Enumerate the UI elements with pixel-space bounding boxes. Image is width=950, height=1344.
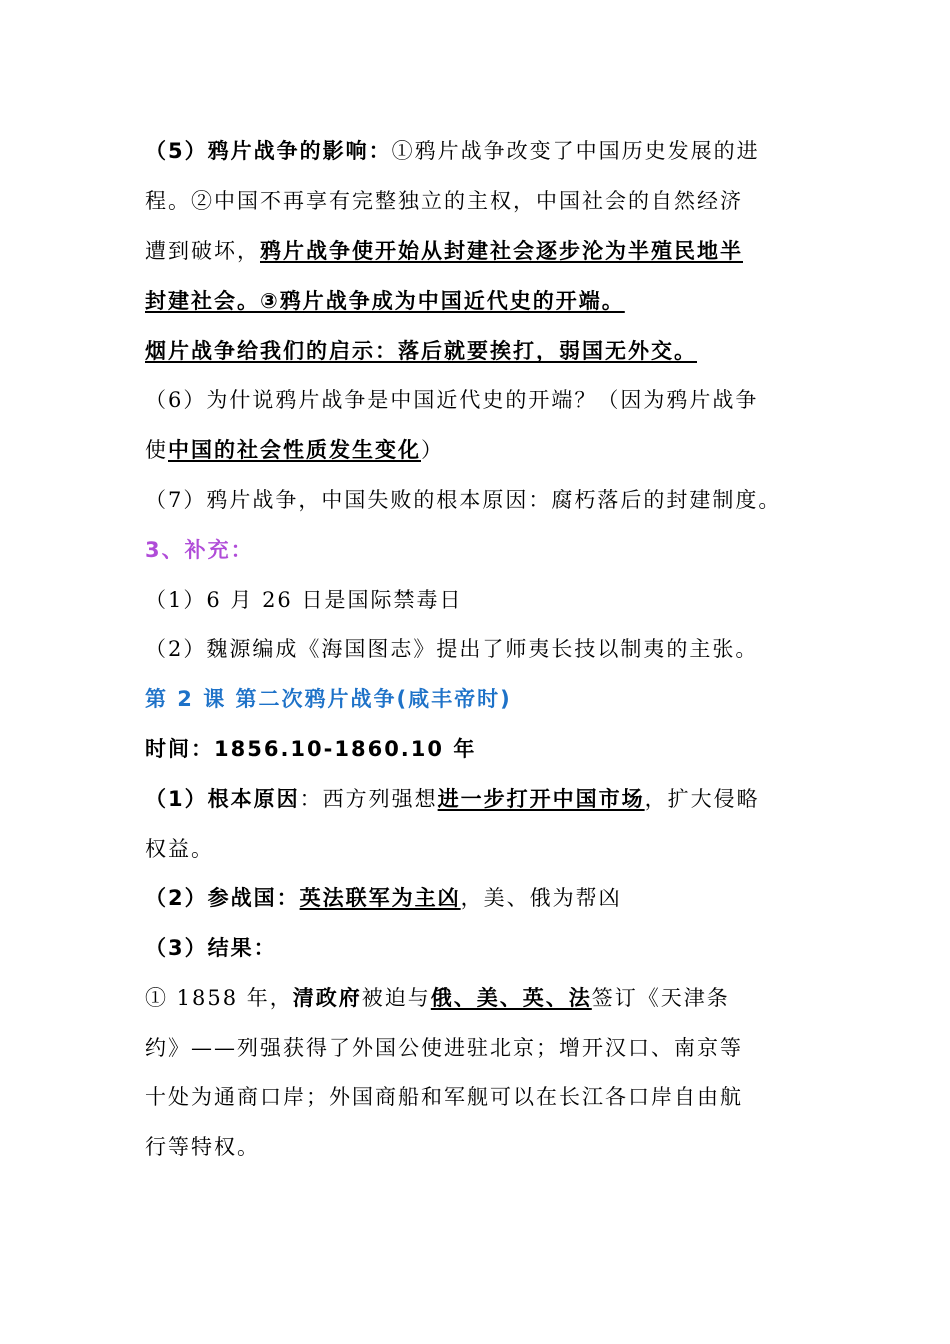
emphasis-line: 烟片战争给我们的启示：落后就要挨打，弱国无外交。 [145,339,697,363]
paragraph-line: 行等特权。 [145,1135,260,1159]
emphasis-text: 进一步打开中国市场 [437,787,645,811]
paragraph-line: 十处为通商口岸；外国商船和军舰可以在长江各口岸自由航 [145,1085,743,1109]
text-run: 遭到破坏， [145,239,260,263]
paragraph-line [145,983,730,1013]
paragraph-line: （1）6 月 26 日是国际禁毒日 [145,588,463,612]
paragraph-line [145,136,760,166]
emphasis-line: 封建社会。③鸦片战争成为中国近代史的开端。 [145,289,625,313]
text-run: ① 1858 年， [145,986,293,1010]
emphasis-text: 俄、美、英、法 [430,986,592,1010]
paragraph-line: 约》——列强获得了外国公使进驻北京；增开汉口、南京等 [145,1036,743,1060]
emphasis-text: 鸦片战争使开始从封建社会逐步沦为半殖民地半 [260,239,743,263]
text-run: ，扩大侵略 [644,787,760,811]
paragraph-line [145,236,743,266]
emphasis-text: 中国的社会性质发生变化 [168,438,421,462]
text-run: 被迫与 [361,986,431,1010]
text-run: ） [421,438,444,462]
section-heading: 3、补充： [145,538,254,562]
heading-label: （5）鸦片战争的影响： [145,139,392,163]
text-run: ①鸦片战争改变了中国历史发展的进 [391,139,760,163]
text-run: ，美、俄为帮凶 [460,886,622,910]
paragraph-line [145,435,444,465]
heading-label: （3）结果： [145,936,277,960]
paragraph-line: 程。②中国不再享有完整独立的主权，中国社会的自然经济 [145,189,743,213]
lesson-heading: 第 2 课 第二次鸦片战争(咸丰帝时) [145,687,512,711]
paragraph-line [145,784,760,814]
heading-label: （1）根本原因 [145,787,300,811]
paragraph-line: 权益。 [145,837,214,861]
time-line: 时间：1856.10-1860.10 年 [145,737,477,761]
heading-label: （2）参战国： [145,886,300,910]
bold-text: 清政府 [292,986,362,1010]
paragraph-line: （6）为什说鸦片战争是中国近代史的开端？（因为鸦片战争 [145,388,759,412]
paragraph-line: （2）魏源编成《海国图志》提出了师夷长技以制夷的主张。 [145,637,759,661]
text-run: ：西方列强想 [299,787,438,811]
text-run: 使 [145,438,168,462]
paragraph-line: （7）鸦片战争，中国失败的根本原因：腐朽落后的封建制度。 [145,488,782,512]
text-run: 签订《天津条 [591,986,730,1010]
emphasis-text: 英法联军为主凶 [299,886,461,910]
paragraph-line [145,883,622,913]
